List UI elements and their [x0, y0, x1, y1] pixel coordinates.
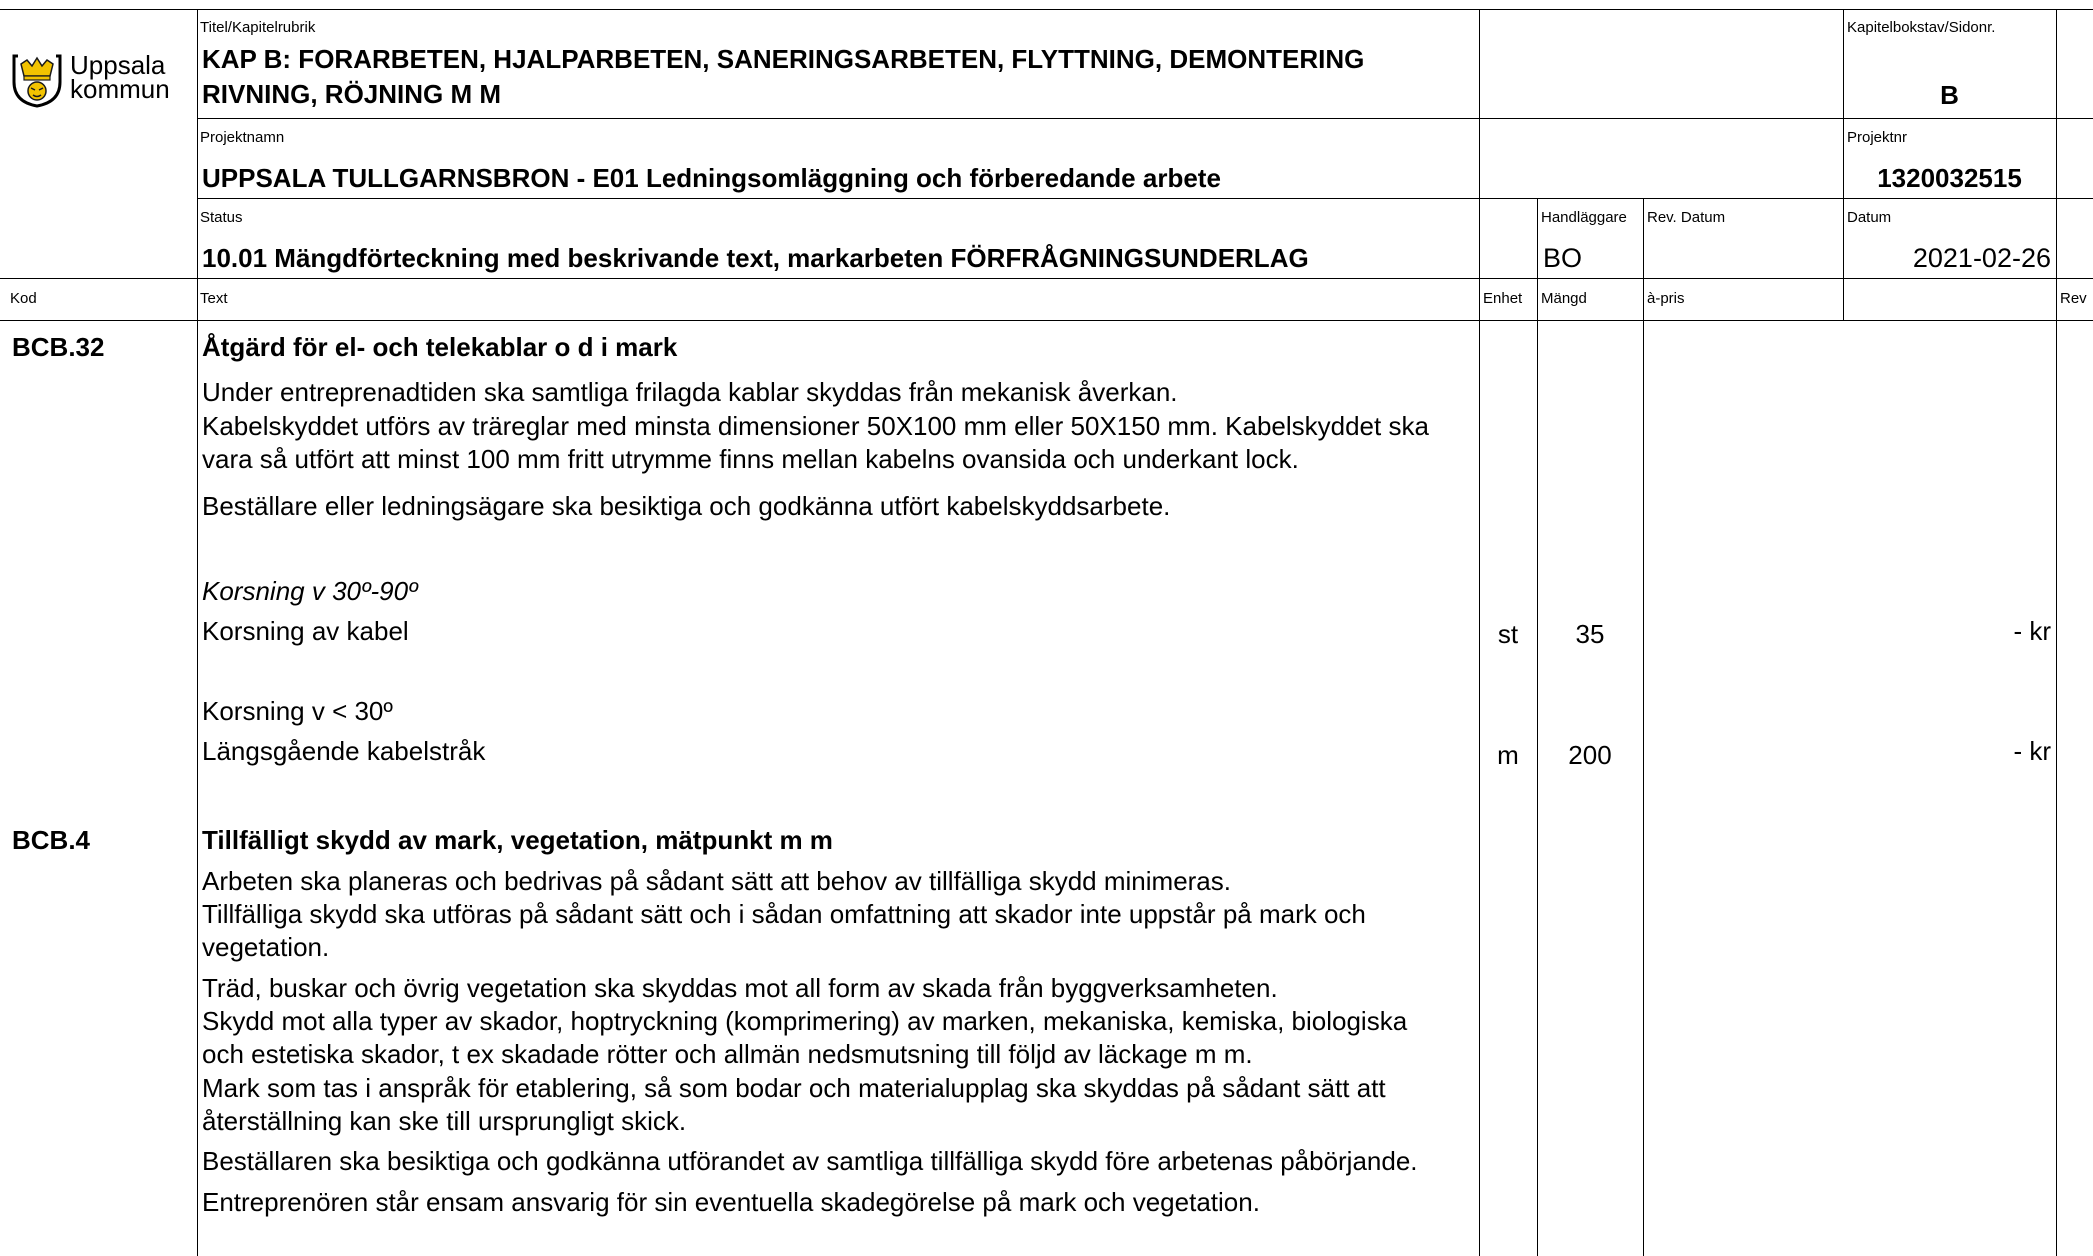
section-text-line: och estetiska skador, t ex skadade rötter och allmän nedsmutsning till följd av läckage m m. — [202, 1039, 1253, 1069]
chapter-value: B — [1940, 80, 1959, 110]
item-price: - kr — [2013, 736, 2051, 766]
project-number: 1320032515 — [1877, 163, 2022, 193]
status-value: 10.01 Mängdförteckning med beskrivande text, markarbeten FÖRFRÅGNINGSUNDERLAG — [202, 243, 1309, 273]
col-enhet: Enhet — [1483, 290, 1523, 307]
item-label: Längsgående kabelstråk — [202, 736, 486, 766]
municipality-logo — [12, 52, 184, 112]
section-text-line: Under entreprenadtiden ska samtliga frilagda kablar skyddas från mekanisk åverkan. — [202, 377, 1178, 407]
section-text-line: återställning kan ske till ursprungligt skick. — [202, 1106, 687, 1136]
col-rev: Rev — [2060, 290, 2087, 307]
section-heading: Tillfälligt skydd av mark, vegetation, mätpunkt m m — [202, 825, 833, 855]
rule-header-2 — [197, 198, 2093, 199]
section-text-line: Beställare eller ledningsägare ska besiktiga och godkänna utfört kabelskyddsarbete. — [202, 491, 1171, 521]
datum-value: 2021-02-26 — [1912, 243, 2051, 273]
col-divider-apris — [1643, 198, 1644, 1256]
item-subheading: Korsning v 30º-90º — [202, 576, 418, 606]
handlaggare-value: BO — [1543, 243, 1583, 273]
section-text-line: Beställaren ska besiktiga och godkänna utförandet av samtliga tillfälliga skydd före arbetenas påbörjande. — [202, 1146, 1418, 1176]
projnr-label: Projektnr — [1847, 129, 1908, 146]
revdatum-label: Rev. Datum — [1647, 209, 1726, 226]
section-text-line: vegetation. — [202, 932, 330, 962]
col-divider-rev — [2056, 9, 2057, 1256]
col-divider-text — [197, 9, 198, 1256]
status-label: Status — [200, 209, 243, 226]
item-quantity: 200 — [1568, 740, 1612, 770]
col-kod: Kod — [10, 290, 37, 307]
section-text-line: Tillfälliga skydd ska utföras på sådant sätt och i sådan omfattning att skador inte uppstår på mark och — [202, 899, 1366, 929]
item-price: - kr — [2013, 616, 2051, 646]
rule-header-3 — [0, 278, 2093, 279]
item-subheading: Korsning v < 30º — [202, 696, 393, 726]
handlaggare-label: Handläggare — [1541, 209, 1627, 226]
section-code: BCB.32 — [12, 332, 105, 362]
logo-text-line1: Uppsala — [70, 50, 166, 80]
section-text-line: Skydd mot alla typer av skador, hoptryckning (komprimering) av marken, mekaniska, kemiska, biologiska — [202, 1006, 1408, 1036]
section-heading: Åtgärd för el- och telekablar o d i mark — [202, 332, 678, 362]
datum-label: Datum — [1847, 209, 1892, 226]
section-code: BCB.4 — [12, 825, 91, 855]
section-text-line: vara så utfört att minst 100 mm fritt utrymme finns mellan kabelns ovansida och underkant lock. — [202, 444, 1299, 474]
item-label: Korsning av kabel — [202, 616, 409, 646]
rule-columns — [0, 320, 2093, 321]
item-unit: st — [1497, 619, 1519, 649]
rule-header-1 — [197, 118, 2093, 119]
col-apris: à-pris — [1647, 290, 1685, 307]
section-text-line: Entreprenören står ensam ansvarig för sin eventuella skadegörelse på mark och vegetation. — [202, 1187, 1260, 1217]
chapter-label: Kapitelbokstav/Sidonr. — [1847, 19, 1996, 36]
section-text-line: Träd, buskar och övrig vegetation ska skyddas mot all form av skada från byggverksamheten. — [202, 973, 1278, 1003]
crown-shield-icon — [12, 52, 62, 108]
rule-top — [0, 9, 2093, 10]
project-name: UPPSALA TULLGARNSBRON - E01 Ledningsomläggning och förberedande arbete — [202, 163, 1221, 193]
chapter-title-line1: KAP B: FORARBETEN, HJALPARBETEN, SANERINGSARBETEN, FLYTTNING, DEMONTERING — [202, 44, 1365, 74]
logo-text-line2: kommun — [70, 74, 170, 104]
col-divider-mangd — [1537, 198, 1538, 1256]
col-text: Text — [200, 290, 228, 307]
title-label: Titel/Kapitelrubrik — [200, 19, 316, 36]
chapter-title-line2: RIVNING, RÖJNING M M — [202, 79, 502, 109]
section-text-line: Kabelskyddet utförs av träreglar med minsta dimensioner 50X100 mm eller 50X150 mm. Kabelskyddet ska — [202, 411, 1429, 441]
section-text-line: Mark som tas i anspråk för etablering, så som bodar och materialupplag ska skyddas på sådant sätt att — [202, 1073, 1386, 1103]
section-text-line: Arbeten ska planeras och bedrivas på sådant sätt att behov av tillfälliga skydd minimeras. — [202, 866, 1231, 896]
project-label: Projektnamn — [200, 129, 285, 146]
item-unit: m — [1497, 740, 1519, 770]
item-quantity: 35 — [1575, 619, 1605, 649]
col-mangd: Mängd — [1541, 290, 1587, 307]
